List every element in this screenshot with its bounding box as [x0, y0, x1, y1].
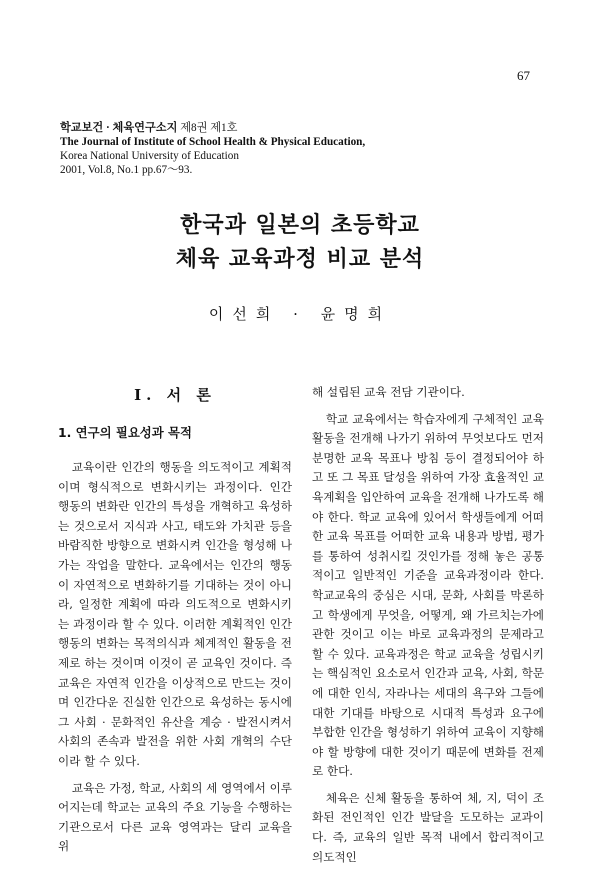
- journal-line-korean: [60, 121, 480, 135]
- journal-volume-korean: 제8권 제1호: [180, 122, 238, 134]
- left-column: [58, 382, 292, 864]
- subsection-heading-purpose: 1. 연구의 필요성과 목적: [58, 425, 192, 440]
- paper-title: [0, 208, 600, 276]
- body-paragraph: 해 설립된 교육 전담 기관이다.: [312, 385, 465, 399]
- page-number: 67: [517, 68, 530, 83]
- body-paragraph: 체육은 신체 활동을 통하여 체, 지, 덕이 조화된 전인적인 인간 발달을 도모하는 교과이다. 즉, 교육의 일반 목적 내에서 합리적이고 의도적인: [312, 790, 544, 864]
- journal-citation: 2001, Vol.8, No.1 pp.67～93.: [60, 164, 193, 176]
- body-paragraph: 학교 교육에서는 학습자에게 구체적인 교육활동을 전개해 나가기 위하여 무엇보다도 먼저 분명한 교육 목표나 방침 등이 결정되어야 하고 또 그 목표 달성을 위하여 가장 효율적인 교육계획을 입안하여 교육을 전개해 나가도록 해야 한다. 학교 교육에 있어서 학생들에게 어떠한 교육 목표를 어떠한 교육 내용과 방법, 평가를 통하여 성취시킬 것인가를 정해 놓은 공통적이고 일반적인 기준을 교육과정이라 한다. 학교교육의 중심은 시대, 문화, 사회를 막론하고 학생에게 무엇을, 어떻게, 왜 가르치는가에 관한 것이고 이는 바로 교육과정의 문제라고 할 수 있다. 교육과정은 학교 교육을 성립시키는 핵심적인 요소로서 인간과 교육, 사회, 학문에 대한 인식, 자라나는 세대의 욕구와 그들에 대한 기대를 바탕으로 시대적 특성과 요구에 부합한 인간을 형성하기 위하여 교육이 지향해야 할 방향에 대한 것이기 때문에 변화를 전제로 한다.: [312, 411, 544, 779]
- section-heading-introduction: I. 서 론: [134, 386, 216, 404]
- body-paragraph: 교육이란 인간의 행동을 의도적이고 계획적이며 형식적으로 변화시키는 과정이다. 인간 행동의 변화란 인간의 특성을 개혁하고 육성하는 것으로서 지식과 사고, 태도와 가치관 등을 바람직한 방향으로 변화시켜 인간을 형성해 나가는 작업을 말한다. 교육에서는 인간의 행동이 자연적으로 변화하기를 기대하는 것이 아니라, 일정한 계획에 따라 의도적으로 변화시키는 과정이라 할 수 있다. 이러한 계획적인 인간 행동의 변화는 목적의식과 체계적인 활동을 전제로 하는 것이며 이것이 곧 교육인 것이다. 즉 교육은 자연적 인간을 이상적으로 만드는 것이며 인간다운 진실한 인간으로 육성하는 동시에 그 사회 · 문화적인 유산을 계승 · 발전시켜서 사회의 존속과 발전을 위한 사회 개혁의 수단이라 할 수 있다.: [58, 460, 292, 768]
- right-column: [312, 383, 544, 874]
- journal-institution: Korea National University of Education: [60, 150, 239, 162]
- paper-title-line-2: 체육 교육과정 비교 분석: [175, 246, 425, 272]
- paper-title-line-1: 한국과 일본의 초등학교: [180, 212, 420, 238]
- journal-info: [60, 121, 480, 177]
- authors: 이선희 · 윤명희: [208, 305, 392, 323]
- journal-name-korean: 학교보건 · 체육연구소지: [60, 122, 178, 134]
- journal-name-english: The Journal of Institute of School Health & Physical Education,: [60, 136, 366, 148]
- body-paragraph: 교육은 가정, 학교, 사회의 세 영역에서 이루어지는데 학교는 교육의 주요 기능을 수행하는 기관으로서 다른 교육 영역과는 달리 교육을 위: [58, 780, 292, 854]
